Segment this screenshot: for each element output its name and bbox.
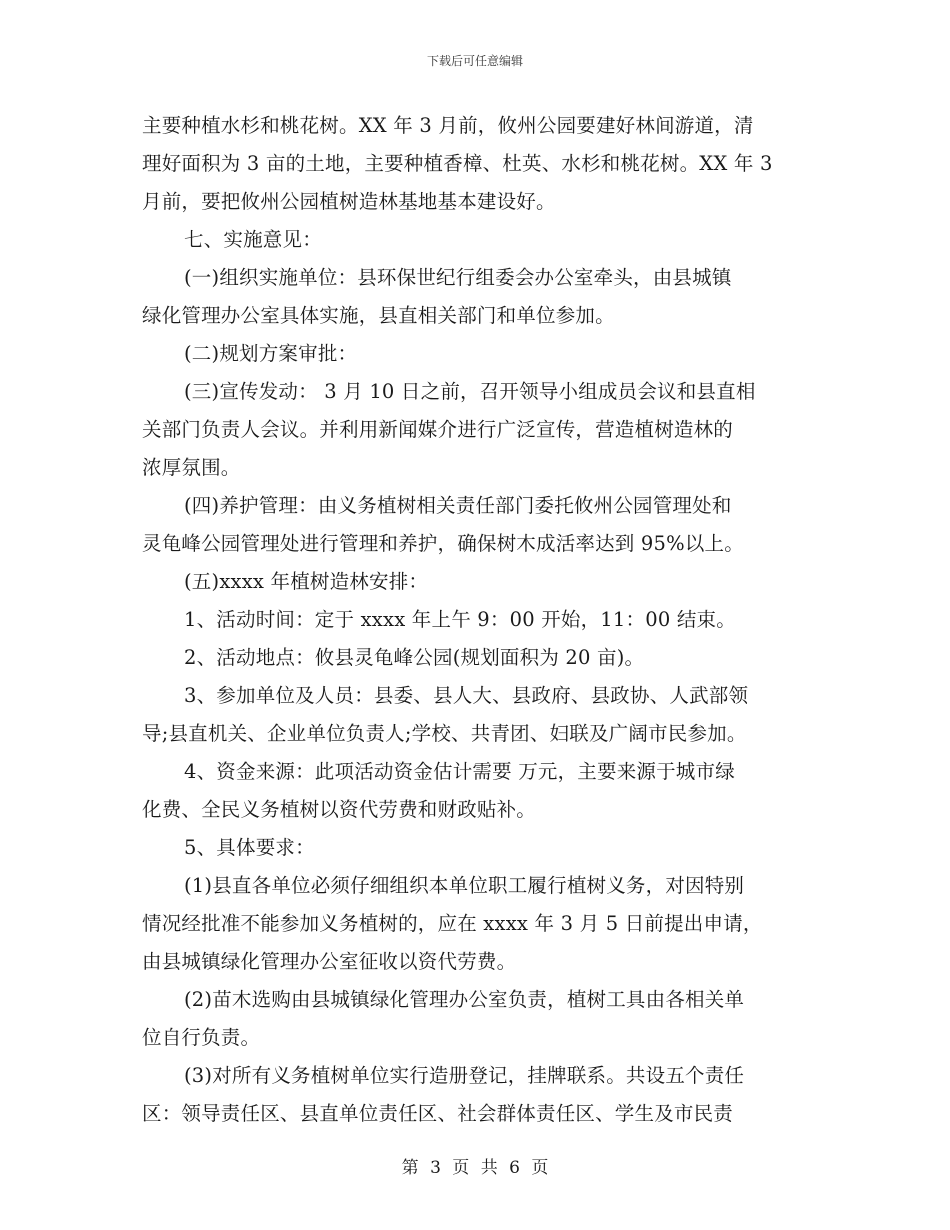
text-line: 区：领导责任区、县直单位责任区、社会群体责任区、学生及市民责 [142,1102,734,1125]
text-line: 由县城镇绿化管理办公室征收以资代劳费。 [142,950,517,973]
text-line: 化费、全民义务植树以资代劳费和财政贴补。 [142,798,537,821]
text-line: (1)县直各单位必须仔细组织本单位职工履行植树义务，对因特别 [184,874,745,897]
text-line: 七、实施意见： [184,228,322,251]
text-line: 3、参加单位及人员：县委、县人大、县政府、县政协、人武部领 [184,684,749,707]
text-line: 绿化管理办公室具体实施，县直相关部门和单位参加。 [142,304,615,327]
text-line: 月前，要把攸州公园植树造林基地基本建设好。 [142,190,556,213]
text-line: 关部门负责人会议。并利用新闻媒介进行广泛宣传，营造植树造林的 [142,418,734,441]
text-line: (3)对所有义务植树单位实行造册登记，挂牌联系。共设五个责任 [184,1064,745,1087]
text-line: 位自行负责。 [142,1026,261,1049]
text-line: 灵龟峰公园管理处进行管理和养护，确保树木成活率达到 95%以上。 [142,532,744,555]
text-line: 2、活动地点：攸县灵龟峰公园(规划面积为 20 亩)。 [184,646,645,669]
text-line: (五)xxxx 年植树造林安排： [184,570,429,593]
text-line: 5、具体要求： [184,836,315,859]
document-body [142,107,810,1133]
text-line: (三)宣传发动： 3 月 10 日之前，召开领导小组成员会议和县直相 [184,380,756,403]
text-line: 情况经批准不能参加义务植树的，应在 xxxx 年 3 月 5 日前提出申请， [142,912,763,935]
text-line: (2)苗木选购由县城镇绿化管理办公室负责，植树工具由各相关单 [184,988,745,1011]
text-line: 理好面积为 3 亩的土地，主要种植香樟、杜英、水杉和桃花树。XX 年 3 [142,152,773,175]
text-line: (一)组织实施单位：县环保世纪行组委会办公室牵头，由县城镇 [184,266,732,289]
page-number-footer: 第 3 页 共 6 页 [401,1158,549,1178]
text-line: 导;县直机关、企业单位负责人;学校、共青团、妇联及广阔市民参加。 [142,722,747,745]
text-line: 4、资金来源：此项活动资金估计需要 万元，主要来源于城市绿 [184,760,735,783]
text-line: 主要种植水杉和桃花树。XX 年 3 月前，攸州公园要建好林间游道，清 [142,114,754,137]
text-line: (二)规划方案审批： [184,342,358,365]
page-header: 下载后可任意编辑 [426,54,523,68]
text-line: 浓厚氛围。 [142,456,241,479]
text-line: (四)养护管理：由义务植树相关责任部门委托攸州公园管理处和 [184,494,732,517]
text-line: 1、活动时间：定于 xxxx 年上午 9：00 开始，11：00 结束。 [184,608,736,631]
